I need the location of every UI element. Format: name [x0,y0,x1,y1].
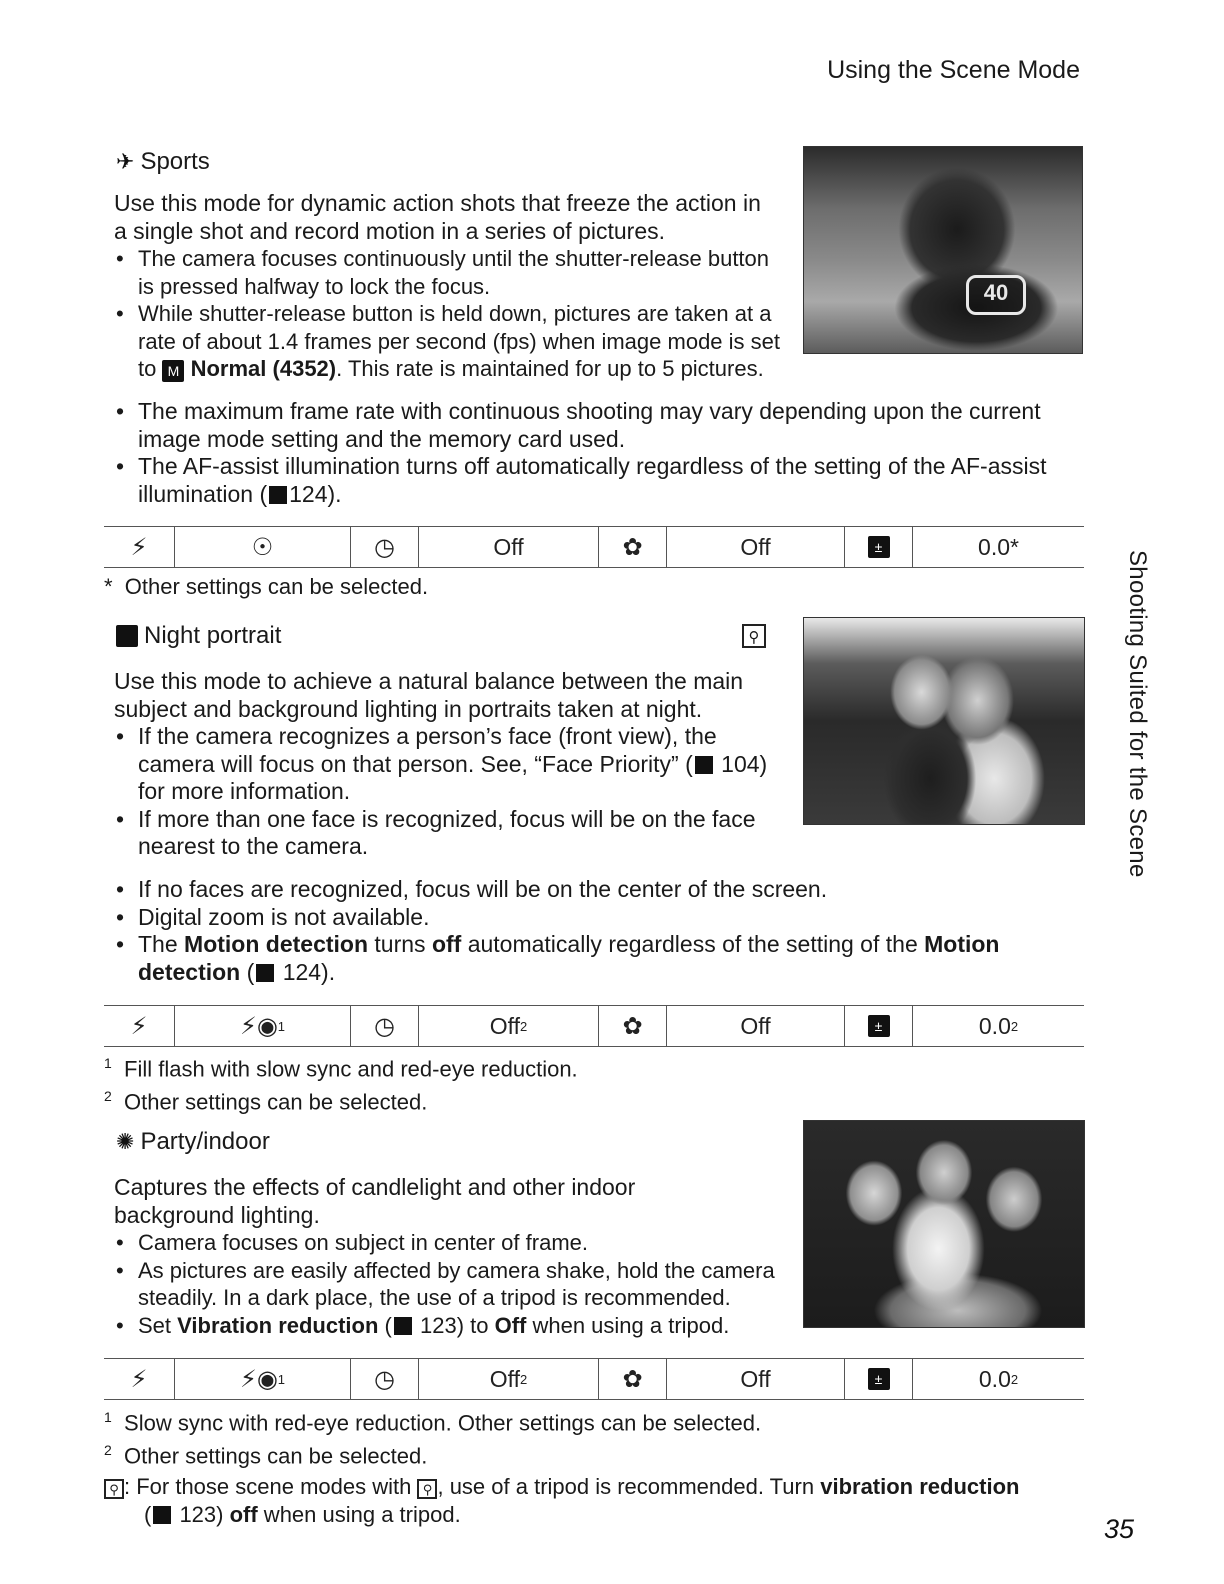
reference-book-icon [695,756,713,774]
macro-value: Off [666,1006,844,1046]
exposure-icon: ± [844,527,912,567]
sports-title-text: Sports [140,148,210,175]
footnote-1: $^1$ Fill flash with slow sync and red-eye reduction. [104,1055,578,1082]
sports-footnote: * Other settings can be selected. [104,574,429,599]
self-timer-icon: ◷ [350,527,418,567]
page-number: 35 [1104,1514,1135,1544]
sports-photo [803,146,1083,354]
list-item: • If more than one face is recognized, focus will be on the face nearest to the camera. [114,806,794,861]
list-item: • The camera focuses continuously until the shutter-release button is pressed halfway to lock the focus. [114,245,784,300]
party-indoor-photo [803,1120,1085,1328]
macro-icon: ✿ [598,1359,666,1399]
party-indoor-footnotes [104,1404,761,1470]
tripod-note: ⚲ : For those scene modes with ⚲ , use of a tripod is recommended. Turn vibration reduction ( 123) off when using a tripod. [104,1473,1084,1528]
footnote-2: $^2$ Other settings can be selected. [104,1441,428,1469]
slow-sync-red-eye-icon: ⚡◉ 1 [174,1359,350,1399]
night-portrait-intro: Use this mode to achieve a natural balance between the main subject and background lighting in portraits taken at night. [114,668,744,722]
list-item: • The Motion detection turns off automatically regardless of the setting of the Motion detection ( 124). [114,931,1094,986]
list-item: • Digital zoom is not available. [114,904,1094,932]
list-item: • As pictures are easily affected by camera shake, hold the camera steadily. In a dark place, the use of a tripod is recommended. [114,1257,794,1312]
night-portrait-title-text: Night portrait [144,622,282,649]
self-timer-value: Off 2 [418,1359,598,1399]
image-mode-icon: M [162,360,184,382]
sports-intro: Use this mode for dynamic action shots that freeze the action in a single shot and record motion in a series of pictures. [114,190,761,244]
exposure-value: 0.0 2 [912,1006,1084,1046]
party-indoor-intro: Captures the effects of candlelight and other indoor background lighting. [114,1174,636,1228]
exposure-icon: ± [844,1359,912,1399]
night-portrait-photo [803,617,1085,825]
list-item: • If no faces are recognized, focus will be on the center of the screen. [114,876,1094,904]
party-indoor-section-title [116,1128,270,1156]
party-indoor-icon: ✺ [116,1129,135,1154]
sports-bullets-top [114,245,784,383]
list-item: • The AF-assist illumination turns off automatically regardless of the setting of the AF-assist illumination ( 124). [114,453,1094,508]
self-timer-value: Off [418,527,598,567]
tripod-icon: ⚲ [417,1479,437,1499]
list-item: • The maximum frame rate with continuous shooting may vary depending upon the current image mode setting and the memory card used. [114,398,1094,453]
sports-runner-icon: ✈ [116,149,135,174]
page-header-title: Using the Scene Mode [827,56,1080,84]
reference-book-icon [394,1317,412,1335]
party-indoor-bullets [114,1229,794,1339]
night-portrait-footnotes [104,1050,578,1116]
slow-sync-red-eye-icon: ⚡◉ 1 [174,1006,350,1046]
list-item: • Camera focuses on subject in center of frame. [114,1229,794,1257]
side-tab-label: Shooting Suited for the Scene [1124,550,1151,878]
tripod-icon: ⚲ [104,1479,124,1499]
macro-icon: ✿ [598,1006,666,1046]
normal-label: Normal (4352) [190,356,337,381]
sports-bullets-bottom [114,398,1094,508]
flash-off-icon: ☉ [174,527,350,567]
party-indoor-settings-row [104,1358,1084,1400]
list-item: • While shutter-release button is held down, pictures are taken at a rate of about 1.4 frames per second (fps) when image mode is set to M Normal (4352). This rate is maintained for up to 5 pictures. [114,300,784,383]
self-timer-icon: ◷ [350,1006,418,1046]
sports-settings-row [104,526,1084,568]
night-portrait-icon [116,625,138,647]
self-timer-icon: ◷ [350,1359,418,1399]
exposure-value: 0.0 2 [912,1359,1084,1399]
night-portrait-bullets-top [114,723,794,861]
exposure-icon: ± [844,1006,912,1046]
macro-value: Off [666,1359,844,1399]
exposure-value: 0.0* [912,527,1084,567]
footnote-1: $^1$ Slow sync with red-eye reduction. Other settings can be selected. [104,1409,762,1436]
list-item: • If the camera recognizes a person’s face (front view), the camera will focus on that person. See, “Face Priority” ( 104) for more information. [114,723,794,806]
macro-icon: ✿ [598,527,666,567]
reference-book-icon [153,1506,171,1524]
party-indoor-title-text: Party/indoor [140,1128,270,1155]
sports-section-title [116,148,210,176]
macro-value: Off [666,527,844,567]
self-timer-value: Off 2 [418,1006,598,1046]
night-portrait-section-title [116,622,281,650]
footnote-2: $^2$ Other settings can be selected. [104,1087,428,1115]
night-portrait-bullets-bottom [114,876,1094,986]
reference-book-icon [256,964,274,982]
flash-icon: ⚡ [130,1012,148,1040]
flash-icon: ⚡ [130,1365,148,1393]
tripod-icon: ⚲ [742,624,766,648]
list-item: • Set Vibration reduction ( 123) to Off when using a tripod. [114,1312,794,1340]
flash-icon: ⚡ [130,533,148,561]
night-portrait-settings-row [104,1005,1084,1047]
reference-book-icon [269,486,287,504]
photo-number-badge: 40 [966,275,1026,315]
